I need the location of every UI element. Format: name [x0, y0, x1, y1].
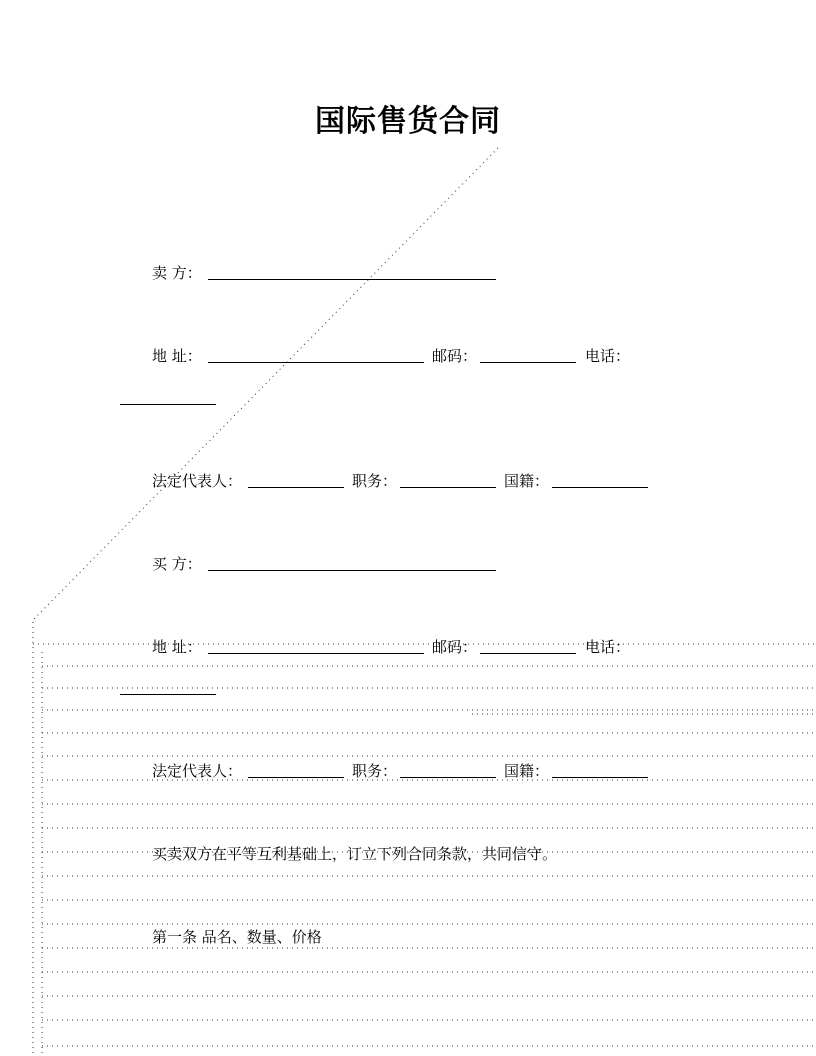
buyer-nationality-label: 国籍： — [504, 762, 550, 780]
buyer-phone-blank[interactable] — [120, 694, 216, 695]
seller-rep-blank[interactable] — [248, 487, 344, 488]
seller-nationality-blank[interactable] — [552, 487, 648, 488]
diagonal-dotted-guide — [33, 148, 498, 620]
contract-preamble: 买卖双方在平等互利基础上，订立下列合同条款，共同信守。 — [152, 845, 558, 863]
seller-postcode-label: 邮码： — [432, 347, 478, 365]
seller-phone-label: 电话： — [585, 347, 631, 365]
seller-position-label: 职务： — [352, 472, 398, 490]
buyer-nationality-blank[interactable] — [552, 777, 648, 778]
buyer-address-blank[interactable] — [208, 653, 424, 654]
contract-title: 国际售货合同 — [315, 104, 501, 139]
article-1-heading: 第一条 品名、数量、价格 — [152, 928, 322, 946]
buyer-label: 买 方： — [152, 555, 202, 573]
seller-address-label: 地 址： — [152, 347, 202, 365]
buyer-rep-blank[interactable] — [248, 777, 344, 778]
seller-postcode-blank[interactable] — [480, 362, 576, 363]
buyer-postcode-label: 邮码： — [432, 638, 478, 656]
buyer-rep-label: 法定代表人： — [152, 762, 243, 780]
seller-label: 卖 方： — [152, 264, 202, 282]
seller-nationality-label: 国籍： — [504, 472, 550, 490]
seller-position-blank[interactable] — [400, 487, 496, 488]
seller-phone-blank[interactable] — [120, 404, 216, 405]
seller-name-blank[interactable] — [208, 279, 496, 280]
buyer-position-label: 职务： — [352, 762, 398, 780]
buyer-phone-label: 电话： — [585, 638, 631, 656]
buyer-name-blank[interactable] — [208, 570, 496, 571]
buyer-postcode-blank[interactable] — [480, 653, 576, 654]
seller-rep-label: 法定代表人： — [152, 472, 243, 490]
buyer-address-label: 地 址： — [152, 638, 202, 656]
seller-address-blank[interactable] — [208, 362, 424, 363]
buyer-position-blank[interactable] — [400, 777, 496, 778]
